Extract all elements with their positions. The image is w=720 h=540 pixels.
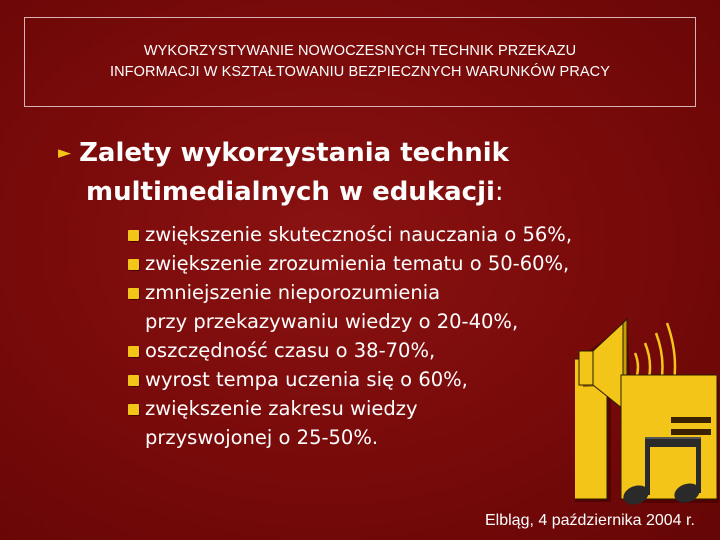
list-item <box>128 365 648 394</box>
slide-title-box <box>24 17 696 107</box>
list-item-text: zwiększenie zakresu wiedzy <box>145 397 418 420</box>
slide-title-line-2: INFORMACJI W KSZTAŁTOWANIU BEZPIECZNYCH WARUNKÓW PRACY <box>109 64 611 80</box>
list-item-continuation <box>128 423 648 452</box>
multimedia-speaker-music-note-icon <box>575 305 720 505</box>
list-item <box>128 220 648 249</box>
benefits-list <box>128 220 648 452</box>
section-heading <box>58 135 578 210</box>
list-item-text: wyrost tempa uczenia się o 60%, <box>145 368 468 391</box>
list-item-text: przyswojonej o 25-50%. <box>145 426 379 449</box>
list-item <box>128 336 648 365</box>
list-item-text: przy przekazywaniu wiedzy o 20-40%, <box>145 310 519 333</box>
slide-title-line-1: WYKORZYSTYWANIE NOWOCZESNYCH TECHNIK PRZEKAZU <box>143 43 577 59</box>
section-heading-colon: : <box>494 177 504 207</box>
square-bullet-icon <box>128 230 139 241</box>
square-bullet-icon <box>128 288 139 299</box>
square-bullet-icon <box>128 375 139 386</box>
triangle-arrow-icon: ► <box>58 143 72 163</box>
list-item-continuation <box>128 307 648 336</box>
list-item <box>128 278 648 307</box>
section-heading-line-1: Zalety wykorzystania technik <box>79 138 509 168</box>
square-bullet-icon <box>128 404 139 415</box>
list-item-text: zmniejszenie nieporozumienia <box>145 281 441 304</box>
list-item <box>128 394 648 423</box>
square-bullet-icon <box>128 259 139 270</box>
list-item <box>128 249 648 278</box>
list-item-text: zwiększenie skuteczności nauczania o 56%, <box>145 223 573 246</box>
list-item-text: oszczędność czasu o 38-70%, <box>145 339 436 362</box>
section-heading-line-2: multimedialnych w edukacji <box>86 177 495 207</box>
footer-date-location: Elbląg, 4 października 2004 r. <box>485 512 695 529</box>
square-bullet-icon <box>128 346 139 357</box>
list-item-text: zwiększenie zrozumienia tematu o 50-60%, <box>145 252 570 275</box>
